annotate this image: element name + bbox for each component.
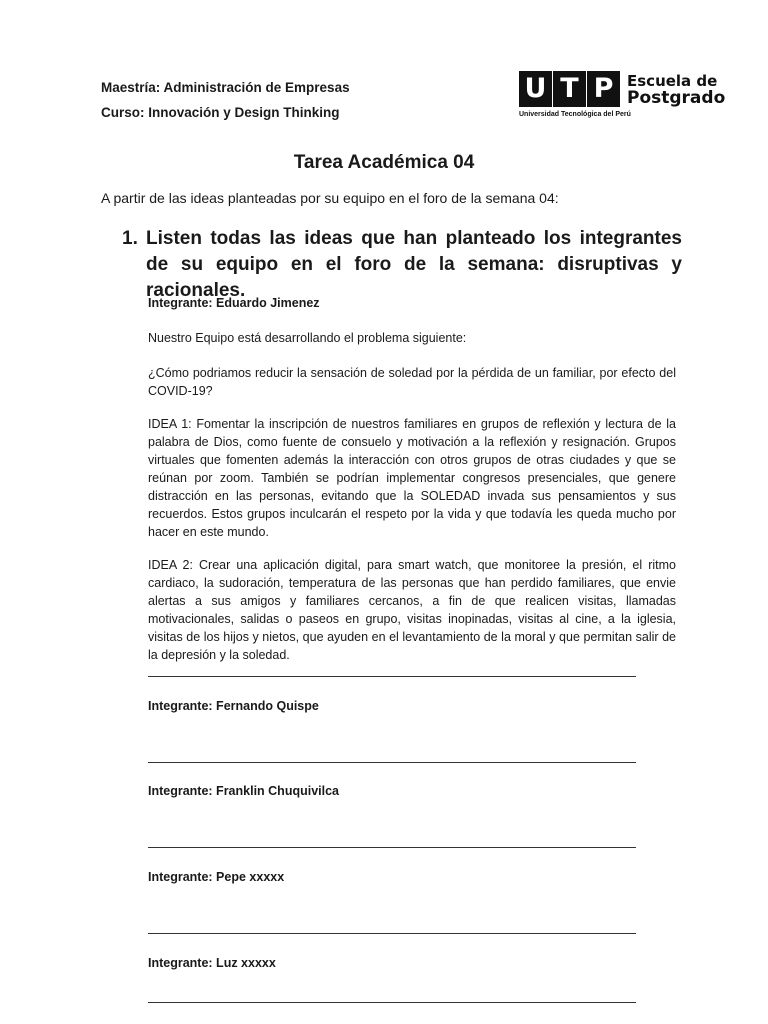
member-label: Integrante: Franklin Chuquivilca	[148, 784, 339, 798]
member-label: Integrante: Fernando Quispe	[148, 699, 319, 713]
question-text: Listen todas las ideas que han planteado los integrantes de su equipo en el foro de la semana: disruptivas y racionales.	[146, 228, 682, 301]
member-label: Integrante: Luz xxxxx	[148, 956, 276, 970]
intro-text: A partir de las ideas planteadas por su equipo en el foro de la semana 04:	[101, 190, 559, 206]
program-label: Maestría: Administración de Empresas	[101, 80, 350, 95]
divider	[148, 676, 636, 677]
problem-question: ¿Cómo podriamos reducir la sensación de soledad por la pérdida de un familiar, por efecto del COVID-19?	[148, 366, 676, 398]
divider	[148, 1002, 636, 1003]
idea-2-paragraph: IDEA 2: Crear una aplicación digital, para smart watch, que monitoree la presión, el ritmo cardiaco, la sudoración, temperatura de las personas que han perdido familiares, que envie alertas a sus amigos y familiares cercanos, a fin de que realicen visitas, llamadas motivacionales, salidas o paseos en grupo, visitas inopinadas, visitas al cine, a la iglesia, visitas de los hijos y nietos, que ayuden en el levantamiento de la moral y que permitan salir de la depresión y la soledad.	[148, 558, 676, 662]
divider	[148, 933, 636, 934]
logo-letter-t: T	[553, 71, 586, 107]
logo-postgrado-text: Postgrado	[627, 88, 726, 108]
logo-letter-p: P	[587, 71, 620, 107]
logo-letter-u: U	[519, 71, 552, 107]
utp-logo	[519, 71, 726, 125]
question-number: 1.	[122, 228, 138, 249]
idea-1-paragraph: IDEA 1: Fomentar la inscripción de nuestros familiares en grupos de reflexión y lectura de la palabra de Dios, como fuente de consuelo y motivación a la reflexión y resignación. Grupos virtuales que fomenten además la interacción con otros grupos de otras ciudades y que se reúnan por zoom. También se podrían implementar congresos presenciales, que genere distracción en las personas, evitando que la SOLEDAD invada sus pensamientos y sus recuerdos. Estos grupos inculcarán el respeto por la vida y que todavía les queda mucho por hacer en este mundo.	[148, 417, 676, 539]
page-title: Tarea Académica 04	[293, 152, 475, 173]
logo-university-text: Universidad Tecnológica del Perú	[519, 111, 631, 118]
question-item	[122, 226, 682, 304]
member-label: Integrante: Eduardo Jimenez	[148, 296, 320, 310]
member-label: Integrante: Pepe xxxxx	[148, 870, 285, 884]
logo-school-text: Escuela de	[627, 72, 718, 90]
course-label: Curso: Innovación y Design Thinking	[101, 105, 340, 120]
divider	[148, 762, 636, 763]
problem-intro: Nuestro Equipo está desarrollando el problema siguiente:	[148, 331, 467, 345]
divider	[148, 847, 636, 848]
